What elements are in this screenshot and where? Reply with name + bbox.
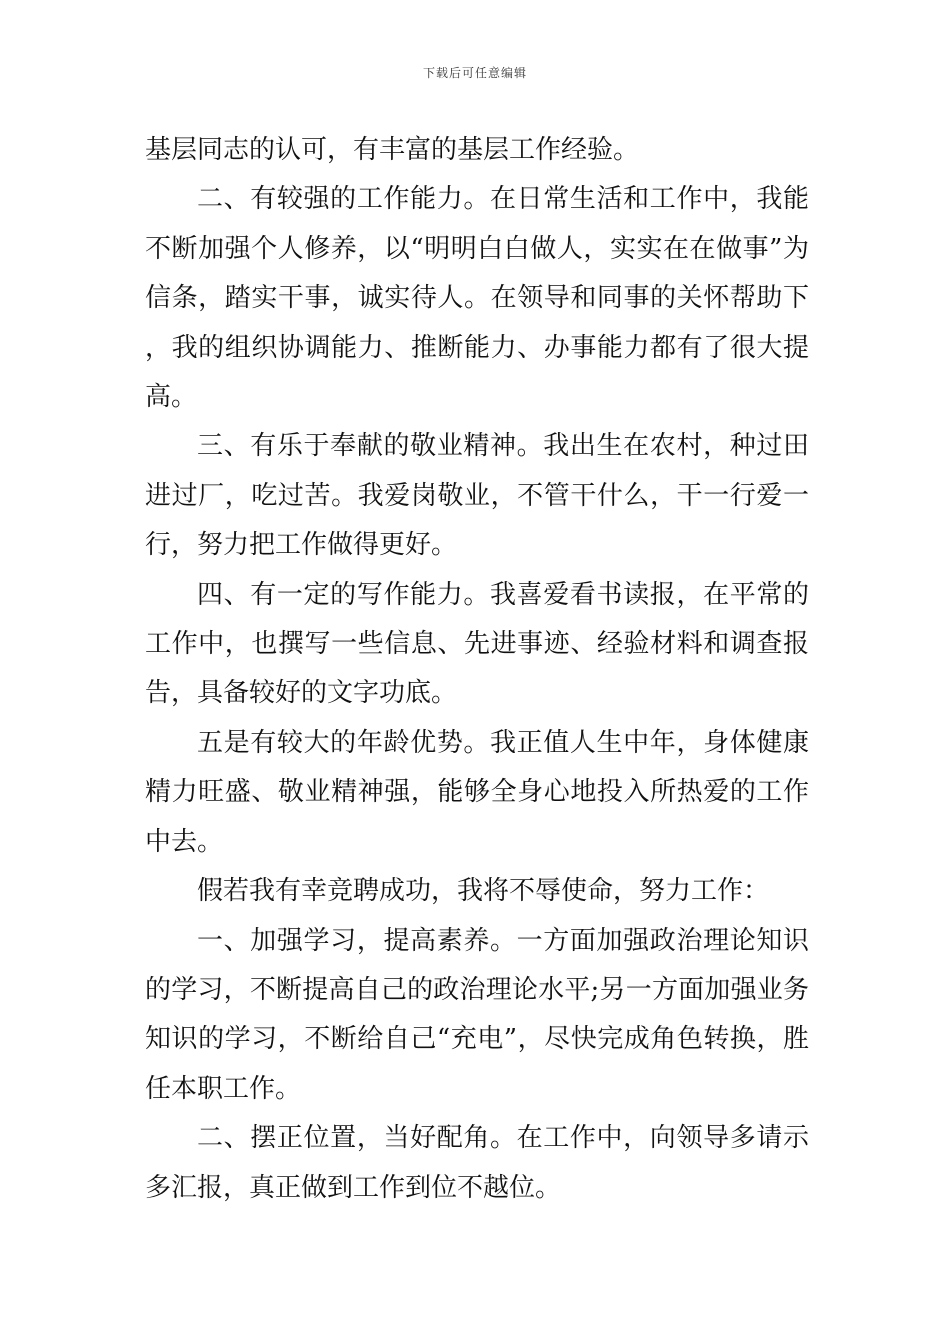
paragraph: 基层同志的认可，有丰富的基层工作经验。 [145, 135, 640, 165]
header-note: 下载后可任意编辑 [422, 66, 527, 80]
paragraph: 二、摆正位置，当好配角。在工作中，向领导多请示多汇报，真正做到工作到位不越位。 [145, 1123, 809, 1203]
paragraph: 四、有一定的写作能力。我喜爱看书读报，在平常的工作中，也撰写一些信息、先进事迹、经验材料和调查报告，具备较好的文字功底。 [145, 579, 809, 709]
paragraph: 假若我有幸竞聘成功，我将不辱使命，努力工作： [197, 876, 770, 907]
paragraph: 五是有较大的年龄优势。我正值人生中年，身体健康精力旺盛、敬业精神强，能够全身心地投入所热爱的工作中去。 [145, 727, 809, 857]
paragraph: 二、有较强的工作能力。在日常生活和工作中，我能不断加强个人修养，以“明明白白做人，实实在在做事”为信条，踏实干事，诚实待人。在领导和同事的关怀帮助下，我的组织协调能力、推断能力、办事能力都有了很大提高。 [145, 184, 809, 413]
document-body [145, 126, 809, 1213]
paragraph: 一、加强学习，提高素养。一方面加强政治理论知识的学习，不断提高自己的政治理论水平;另一方面加强业务知识的学习，不断给自己“充电”，尽快完成角色转换，胜任本职工作。 [145, 925, 809, 1104]
paragraph: 三、有乐于奉献的敬业精神。我出生在农村，种过田进过厂，吃过苦。我爱岗敬业，不管干什么，干一行爱一行，努力把工作做得更好。 [145, 431, 809, 561]
